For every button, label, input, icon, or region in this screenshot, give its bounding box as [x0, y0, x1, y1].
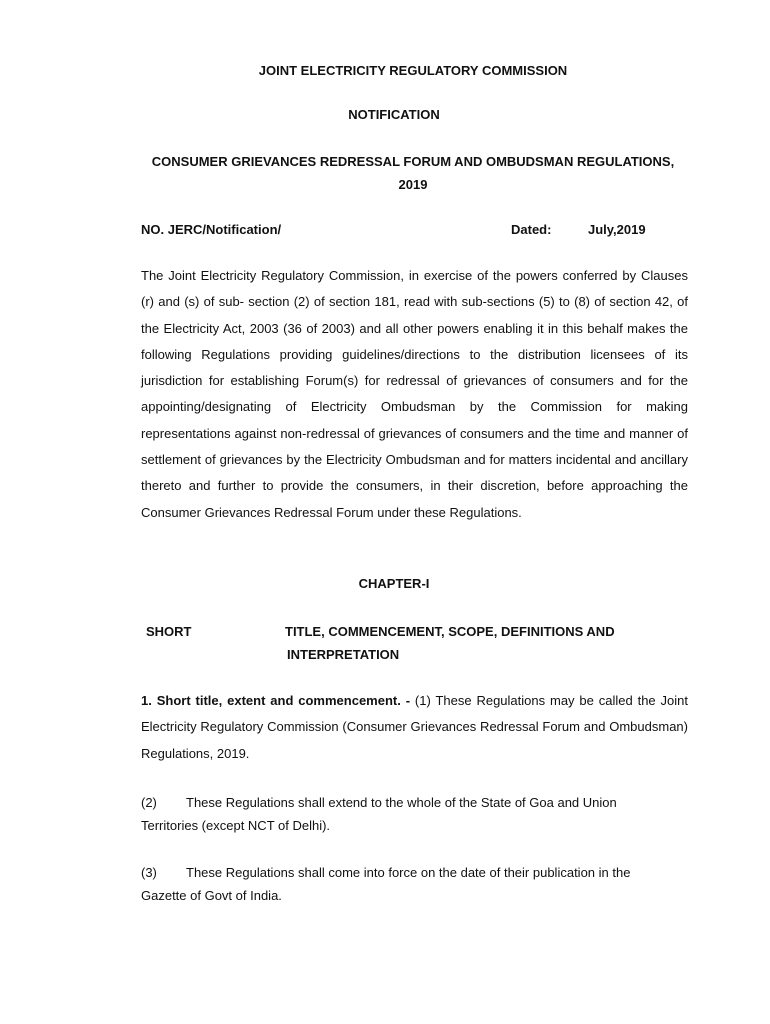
- clause-3-line2: Gazette of Govt of India.: [141, 888, 282, 903]
- regulations-title-line1: CONSUMER GRIEVANCES REDRESSAL FORUM AND OMBUDSMAN REGULATIONS,: [151, 154, 675, 169]
- clause-2-number: (2): [141, 795, 157, 810]
- commission-heading: JOINT ELECTRICITY REGULATORY COMMISSION: [258, 63, 568, 78]
- chapter-title-line1: TITLE, COMMENCEMENT, SCOPE, DEFINITIONS AND: [285, 624, 615, 639]
- clause-3: [141, 861, 701, 907]
- dated-value: July,2019: [588, 222, 646, 237]
- preamble-paragraph: The Joint Electricity Regulatory Commission, in exercise of the powers conferred by Clauses (r) and (s) of sub- section (2) of section 181, read with sub-sections (5) to (8) of section 42, of the Electricity Act, 2003 (36 of 2003) and all other powers enabling it in this behalf makes the following Regulations providing guidelines/directions to the distribution licensees of its jurisdiction for establishing Forum(s) for redressal of grievances of consumers and for the appointing/designating of Electricity Ombudsman by the Commission for making representations against non-redressal of grievances of consumers and the time and manner of settlement of grievances by the Electricity Ombudsman and for matters incidental and ancillary thereto and further to provide the consumers, in their discretion, before approaching the Consumer Grievances Redressal Forum under these Regulations.: [141, 268, 688, 520]
- chapter-title-short: SHORT: [146, 624, 192, 639]
- regulations-title-line2: 2019: [398, 177, 428, 192]
- clause-2: [141, 791, 701, 837]
- clause-2-line2: Territories (except NCT of Delhi).: [141, 818, 331, 833]
- section-1-paragraph: [141, 688, 688, 767]
- clause-3-number: (3): [141, 865, 157, 880]
- clause-3-line1: These Regulations shall come into force on the date of their publication in the: [186, 865, 631, 880]
- notification-number: NO. JERC/Notification/: [141, 222, 282, 237]
- chapter-heading: CHAPTER-I: [358, 576, 430, 591]
- chapter-title-line2: INTERPRETATION: [287, 647, 400, 662]
- notification-heading: NOTIFICATION: [348, 107, 440, 122]
- section-1-text: (1) These Regulations may be called the Joint Electricity Regulatory Commission (Consumer Grievances Redressal Forum and Ombudsman) Regulations, 2019.: [141, 693, 688, 761]
- section-1-heading: 1. Short title, extent and commencement. -: [141, 693, 411, 708]
- clause-2-line1: These Regulations shall extend to the whole of the State of Goa and Union: [186, 795, 617, 810]
- dated-label: Dated:: [511, 222, 552, 237]
